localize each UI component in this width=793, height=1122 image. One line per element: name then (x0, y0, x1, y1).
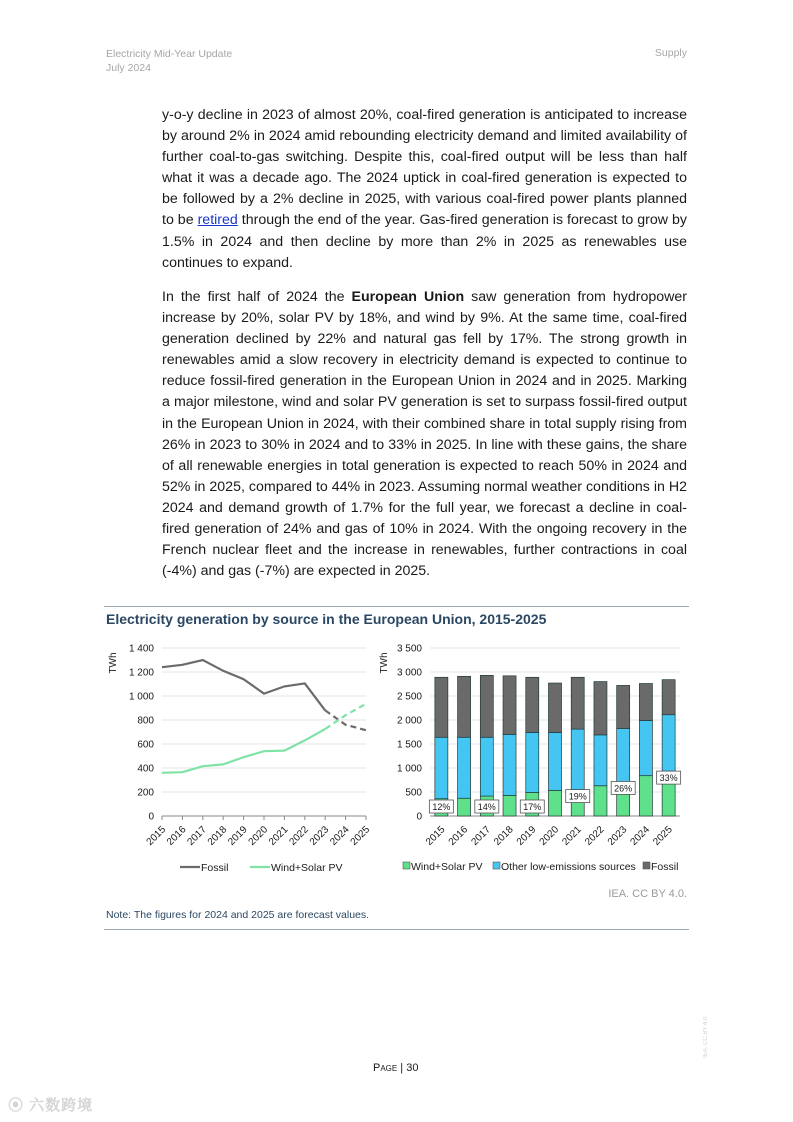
legend-swatch (643, 862, 650, 869)
retired-link[interactable]: retired (197, 212, 238, 229)
side-license-mark: IEA. CC BY 4.0. (703, 1015, 709, 1058)
y-tick-label: 200 (137, 787, 154, 799)
y-tick-label: 0 (148, 811, 154, 823)
section-name: Supply (654, 47, 687, 59)
bar-other-low-emissions-sources (594, 735, 607, 786)
x-tick-label: 2021 (560, 824, 584, 848)
y-tick-label: 2 500 (396, 691, 422, 703)
x-tick-label: 2016 (165, 824, 189, 848)
figure-top-rule (104, 606, 689, 607)
bar-other-low-emissions-sources (549, 732, 562, 790)
y-tick-label: 3 500 (396, 643, 422, 655)
share-label: 26% (614, 783, 633, 794)
eu-bold: European Union (351, 289, 465, 305)
x-tick-label: 2025 (651, 824, 675, 848)
fossil-line (162, 660, 325, 710)
legend-label: Other low-emissions sources (501, 861, 636, 873)
x-tick-label: 2020 (246, 824, 271, 848)
y-tick-label: 2 000 (396, 715, 422, 727)
y-tick-label: 1 200 (128, 667, 154, 679)
x-tick-label: 2023 (307, 824, 332, 848)
y-axis-label: TWh (108, 652, 119, 674)
figure-source: IEA. CC BY 4.0. (608, 888, 687, 900)
legend-label: Wind+Solar PV (271, 862, 343, 874)
x-tick-label: 2021 (267, 824, 291, 848)
report-header (106, 47, 232, 75)
legend-swatch (493, 862, 500, 869)
x-tick-label: 2022 (287, 824, 311, 848)
watermark: ⦿ 六数跨境 (8, 1097, 94, 1114)
bar-other-low-emissions-sources (639, 720, 652, 775)
bar-fossil (549, 683, 562, 732)
bar-other-low-emissions-sources (571, 729, 584, 789)
x-tick-label: 2024 (628, 824, 653, 848)
legend-label: Fossil (651, 861, 679, 873)
y-tick-label: 0 (416, 811, 422, 823)
bar-fossil (458, 676, 471, 737)
report-title: Electricity Mid-Year Update (106, 48, 233, 60)
legend-label: Wind+Solar PV (411, 861, 483, 873)
legend-swatch (403, 862, 410, 869)
figure-title: Electricity generation by source in the European Union, 2015-2025 (106, 611, 547, 627)
y-tick-label: 400 (137, 763, 154, 775)
y-tick-label: 3 000 (396, 667, 422, 679)
bar-other-low-emissions-sources (526, 732, 539, 792)
y-tick-label: 800 (137, 715, 154, 727)
bar-other-low-emissions-sources (480, 737, 493, 796)
y-tick-label: 1 500 (396, 739, 422, 751)
paragraph-2: In the first half of 2024 the European Union saw generation from hydropower increase by 20%, solar PV by 18%, and wind by 9%. At the same time, coal-fired generation declined by 22% and natural gas fell by 17%. The strong growth in renewables amid a slow recovery in electricity demand is expected to continue to reduce fossil-fired generation in the European Union in 2024 and in 2025. Marking a major milestone, wind and solar PV generation is set to surpass fossil-fired output in the European Union in 2024, with their combined share in total supply rising from 26% in 2023 to 30% in 2024 and to 33% in 2025. In line with these gains, the share of all renewable energies in total generation is expected to reach 50% in 2024 and 52% in 2025, compared to 44% in 2023. Assuming normal weather conditions in H2 2024 and demand growth of 1.7% for the full year, we forecast a decline in coal-fired generation of 24% and gas of 10% in 2024. With the ongoing recovery in the French nuclear fleet and the increase in renewables, further contractions in coal (-4%) and gas (-7%) are expected in 2025. (162, 289, 688, 580)
bar-fossil (503, 676, 516, 735)
y-tick-label: 600 (137, 739, 154, 751)
bar-other-low-emissions-sources (503, 734, 516, 795)
x-tick-label: 2016 (446, 824, 471, 848)
x-tick-label: 2017 (469, 824, 493, 848)
bar-fossil (435, 677, 448, 737)
figure-note: Note: The figures for 2024 and 2025 are forecast values. (106, 909, 370, 921)
figure-bottom-rule (104, 929, 689, 930)
share-label: 12% (432, 802, 451, 812)
y-tick-label: 1 000 (128, 691, 154, 703)
x-tick-label: 2019 (514, 824, 539, 848)
bar-fossil (594, 682, 607, 735)
bar-wind-solar-pv (458, 798, 471, 816)
x-tick-label: 2015 (144, 824, 169, 848)
x-tick-label: 2018 (492, 824, 516, 848)
y-axis-label: TWh (379, 652, 390, 674)
y-tick-label: 1 000 (396, 763, 422, 775)
bar-fossil (480, 675, 493, 737)
bar-other-low-emissions-sources (458, 737, 471, 798)
bar-wind-solar-pv (549, 790, 562, 816)
share-label: 14% (477, 802, 496, 812)
bar-fossil (639, 684, 652, 721)
line-chart (100, 638, 380, 883)
bar-fossil (571, 677, 584, 729)
bar-other-low-emissions-sources (662, 715, 675, 771)
x-tick-label: 2022 (583, 824, 607, 848)
bar-wind-solar-pv (639, 776, 652, 816)
report-date: July 2024 (106, 62, 151, 74)
wind-solar-pv-line (162, 729, 325, 773)
bar-wind-solar-pv (594, 786, 607, 816)
stacked-bar-chart (375, 638, 695, 883)
share-label: 19% (568, 791, 587, 802)
x-tick-label: 2025 (348, 824, 373, 848)
x-tick-label: 2020 (537, 824, 562, 848)
x-tick-label: 2019 (226, 824, 250, 848)
bar-other-low-emissions-sources (435, 737, 448, 798)
y-tick-label: 500 (405, 787, 422, 799)
page-number: Page | 30 (373, 1062, 419, 1074)
bar-wind-solar-pv (503, 795, 516, 816)
paragraph-1: y-o-y decline in 2023 of almost 20%, coal-fired generation is anticipated to increase by around 2% in 2024 amid rebounding electricity demand and limited availability of further coal-to-gas switching. Despite this, coal-fired output will be less than half what it was a decade ago. The 2024 uptick in coal-fired generation is expected to be followed by a 2% decline in 2025, with various coal-fired power plants planned to be retired through the end of the year. Gas-fired generation is forecast to grow by 1.5% in 2024 and then decline by more than 2% in 2025 as renewables use continues to expand. (162, 107, 687, 271)
x-tick-label: 2018 (205, 824, 230, 848)
bar-fossil (662, 680, 675, 715)
x-tick-label: 2023 (605, 824, 630, 848)
x-tick-label: 2017 (185, 824, 209, 848)
legend-label: Fossil (201, 862, 229, 874)
x-tick-label: 2024 (328, 824, 352, 848)
bar-fossil (617, 685, 630, 728)
x-tick-label: 2015 (423, 824, 448, 848)
share-label: 17% (523, 802, 542, 812)
share-label: 33% (659, 773, 678, 784)
bar-other-low-emissions-sources (617, 729, 630, 782)
y-tick-label: 1 400 (128, 643, 154, 655)
bar-fossil (526, 677, 539, 732)
